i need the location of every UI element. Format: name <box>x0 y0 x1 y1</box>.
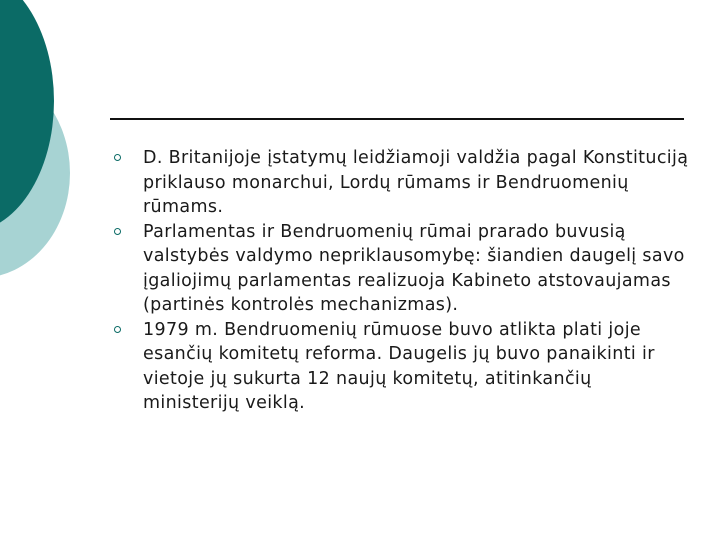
bullet-item <box>110 220 690 318</box>
bullet-text: Parlamentas ir Bendruomenių rūmai prarado buvusią valstybės valdymo nepriklausomybę: šiandien daugelį savo įgaliojimų parlamentas realizuoja Kabineto atstovaujamas (partinės kontrolės mechanizmas). <box>143 221 685 315</box>
bullet-text: 1979 m. Bendruomenių rūmuose buvo atlikta plati joje esančių komitetų reforma. Daugelis jų buvo panaikinti ir vietoje jų sukurta 12 naujų komitetų, atitinkančių ministerijų veiklą. <box>143 319 655 413</box>
bullet-item <box>110 318 690 416</box>
bullet-list <box>110 146 690 416</box>
hollow-circle-icon <box>114 154 121 161</box>
bullet-item <box>110 146 690 220</box>
bullet-text: D. Britanijoje įstatymų leidžiamoji valdžia pagal Konstituciją priklauso monarchui, Lordų rūmams ir Bendruomenių rūmams. <box>143 148 689 217</box>
hollow-circle-icon <box>114 228 121 235</box>
hollow-circle-icon <box>114 326 121 333</box>
title-divider-line <box>110 118 684 120</box>
